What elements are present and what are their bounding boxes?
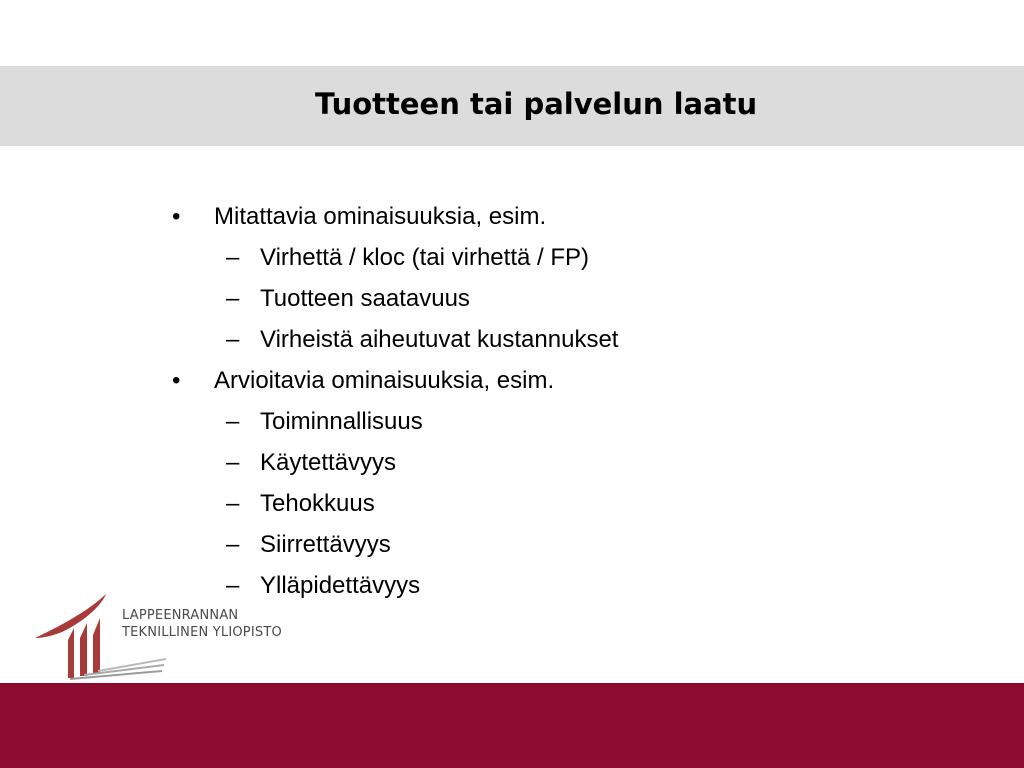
sub-bullet-text: Ylläpidettävyys	[260, 572, 421, 599]
bullet-marker: •	[172, 367, 181, 394]
logo-text-line-2: TEKNILLINEN YLIOPISTO	[122, 625, 282, 640]
sub-bullet-text: Tuotteen saatavuus	[260, 285, 470, 312]
bullet-marker: •	[172, 203, 181, 230]
sub-bullet-marker: –	[226, 408, 240, 435]
sub-bullet-text: Siirrettävyys	[260, 531, 391, 558]
sub-bullet-marker: –	[226, 244, 240, 271]
slide-title: Tuotteen tai palvelun laatu	[315, 87, 758, 121]
footer-band	[0, 683, 1024, 768]
university-logo	[32, 590, 302, 680]
sub-bullet-text: Tehokkuus	[260, 490, 375, 517]
sub-bullet-marker: –	[226, 572, 240, 599]
sub-bullet-marker: –	[226, 531, 240, 558]
sub-bullet-text: Käytettävyys	[260, 449, 397, 476]
sub-bullet-marker: –	[226, 326, 240, 353]
logo-text-line-1: LAPPEENRANNAN	[122, 608, 239, 623]
bullet-text: Arvioitavia ominaisuuksia, esim.	[214, 367, 555, 394]
sub-bullet-text: Toiminnallisuus	[260, 408, 423, 435]
sub-bullet-marker: –	[226, 285, 240, 312]
sub-bullet-text: Virheistä aiheutuvat kustannukset	[260, 326, 619, 353]
sub-bullet-text: Virhettä / kloc (tai virhettä / FP)	[260, 244, 590, 271]
bullet-text: Mitattavia ominaisuuksia, esim.	[214, 203, 547, 230]
sub-bullet-marker: –	[226, 490, 240, 517]
sub-bullet-marker: –	[226, 449, 240, 476]
